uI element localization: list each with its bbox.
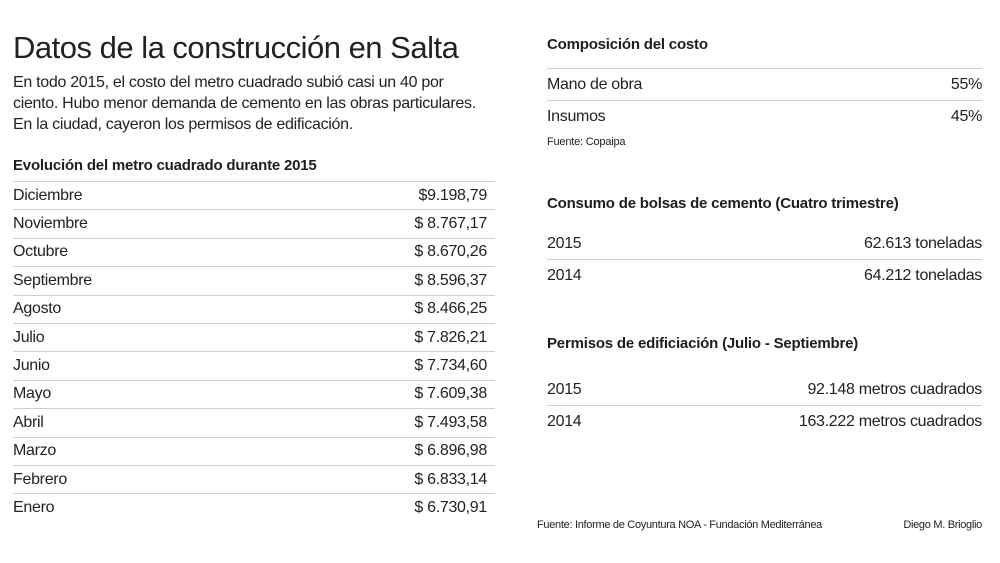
price-value: $ 7.493,58 bbox=[414, 413, 487, 431]
table-row bbox=[547, 228, 982, 260]
month-label: Febrero bbox=[13, 470, 67, 488]
month-label: Marzo bbox=[13, 442, 56, 460]
table-row bbox=[547, 406, 982, 437]
table-row bbox=[13, 438, 495, 466]
month-label: Mayo bbox=[13, 385, 51, 403]
price-value: $9.198,79 bbox=[418, 186, 487, 204]
monthly-table-title: Evolución del metro cuadrado durante 2015 bbox=[13, 157, 317, 174]
left-column bbox=[13, 30, 495, 522]
lead-line: En la ciudad, cayeron los permisos de edificación. bbox=[13, 116, 353, 133]
price-value: $ 8.670,26 bbox=[414, 243, 487, 261]
lead-line: ciento. Hubo menor demanda de cemento en las obras particulares. bbox=[13, 95, 476, 112]
row-label: 2015 bbox=[547, 380, 582, 398]
month-label: Abril bbox=[13, 413, 44, 431]
footer-author: Diego M. Brioglio bbox=[903, 519, 982, 531]
row-label: 2015 bbox=[547, 234, 582, 252]
price-value: $ 7.609,38 bbox=[414, 385, 487, 403]
permits-section bbox=[547, 335, 982, 437]
row-label: Mano de obra bbox=[547, 75, 643, 93]
price-value: $ 8.596,37 bbox=[414, 271, 487, 289]
month-label: Octubre bbox=[13, 243, 68, 261]
price-value: $ 7.826,21 bbox=[414, 328, 487, 346]
month-label: Septiembre bbox=[13, 271, 92, 289]
cement-table bbox=[547, 228, 982, 291]
table-row bbox=[13, 296, 495, 324]
month-label: Diciembre bbox=[13, 186, 83, 204]
price-value: $ 8.767,17 bbox=[414, 215, 487, 233]
footer bbox=[537, 519, 982, 531]
lead-paragraph bbox=[13, 72, 495, 135]
cost-source: Fuente: Copaipa bbox=[547, 136, 626, 148]
price-value: $ 6.896,98 bbox=[414, 442, 487, 460]
monthly-table bbox=[13, 181, 495, 522]
price-value: $ 6.730,91 bbox=[414, 498, 487, 516]
table-row bbox=[13, 182, 495, 210]
table-row bbox=[547, 101, 982, 132]
price-value: $ 6.833,14 bbox=[414, 470, 487, 488]
month-label: Noviembre bbox=[13, 215, 88, 233]
table-row bbox=[547, 374, 982, 406]
table-row bbox=[13, 210, 495, 238]
table-row bbox=[13, 466, 495, 494]
row-value: 45% bbox=[950, 107, 982, 125]
row-value: 55% bbox=[950, 75, 982, 93]
table-row bbox=[13, 239, 495, 267]
table-row bbox=[13, 267, 495, 295]
row-value: 62.613 toneladas bbox=[864, 234, 982, 252]
table-row bbox=[547, 260, 982, 291]
right-column bbox=[547, 30, 982, 437]
lead-line: En todo 2015, el costo del metro cuadrado subió casi un 40 por bbox=[13, 74, 444, 91]
cement-section bbox=[547, 195, 982, 291]
permits-table bbox=[547, 374, 982, 437]
table-row bbox=[13, 381, 495, 409]
month-label: Junio bbox=[13, 357, 50, 375]
table-row bbox=[13, 494, 495, 521]
table-row bbox=[13, 324, 495, 352]
footer-source: Fuente: Informe de Coyuntura NOA - Fundación Mediterránea bbox=[537, 519, 822, 531]
table-row bbox=[13, 409, 495, 437]
row-label: Insumos bbox=[547, 107, 606, 125]
row-value: 163.222 metros cuadrados bbox=[798, 412, 982, 430]
table-row bbox=[13, 352, 495, 380]
month-label: Enero bbox=[13, 498, 55, 516]
cost-composition-section bbox=[547, 36, 982, 148]
row-label: 2014 bbox=[547, 412, 582, 430]
price-value: $ 7.734,60 bbox=[414, 357, 487, 375]
row-value: 92.148 metros cuadrados bbox=[807, 380, 982, 398]
month-label: Julio bbox=[13, 328, 45, 346]
row-label: 2014 bbox=[547, 266, 582, 284]
page-title: Datos de la construcción en Salta bbox=[13, 30, 459, 65]
permits-title: Permisos de edificiación (Julio - Septiembre) bbox=[547, 335, 859, 352]
cost-composition-title: Composición del costo bbox=[547, 36, 708, 53]
month-label: Agosto bbox=[13, 300, 62, 318]
cement-title: Consumo de bolsas de cemento (Cuatro trimestre) bbox=[547, 195, 899, 212]
table-row bbox=[547, 69, 982, 101]
cost-composition-table bbox=[547, 68, 982, 132]
row-value: 64.212 toneladas bbox=[864, 266, 982, 284]
price-value: $ 8.466,25 bbox=[414, 300, 487, 318]
